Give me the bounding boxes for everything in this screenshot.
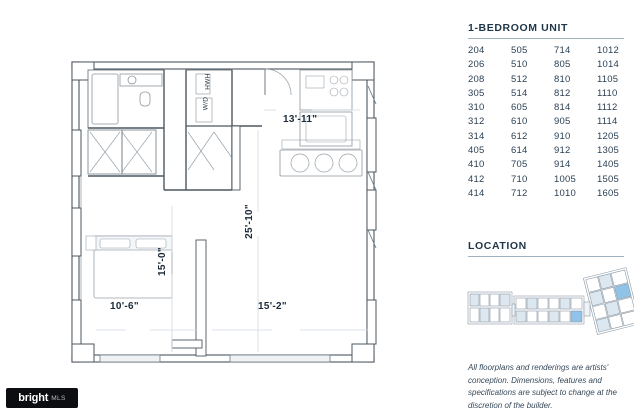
unit-number: 1005 — [554, 173, 576, 185]
unit-type-title: 1-BEDROOM UNIT — [468, 22, 568, 34]
unit-number: 1114 — [597, 116, 618, 128]
unit-number: 414 — [468, 187, 485, 199]
unit-number: 412 — [468, 173, 485, 185]
unit-number: 310 — [468, 102, 485, 114]
unit-number: 1014 — [597, 59, 619, 71]
unit-number: 1305 — [597, 145, 619, 157]
unit-number: 910 — [554, 130, 571, 142]
unit-number: 712 — [511, 187, 528, 199]
unit-number: 314 — [468, 130, 485, 142]
unit-number: 512 — [511, 73, 528, 85]
unit-number: 914 — [554, 159, 571, 171]
unit-number: 705 — [511, 159, 528, 171]
unit-number: 605 — [511, 102, 528, 114]
unit-number: 510 — [511, 59, 528, 71]
unit-number: 208 — [468, 73, 485, 85]
unit-number: 812 — [554, 87, 571, 99]
unit-number: 614 — [511, 145, 528, 157]
unit-number: 1205 — [597, 130, 619, 142]
unit-number: 810 — [554, 73, 571, 85]
unit-number: 405 — [468, 145, 485, 157]
unit-number: 1010 — [554, 187, 576, 199]
room-label-water-heater: HWH — [204, 73, 212, 90]
unit-number: 805 — [554, 59, 571, 71]
unit-number: 612 — [511, 130, 528, 142]
divider-top — [468, 38, 624, 39]
unit-number: 1110 — [597, 87, 618, 99]
room-label-washer-dryer: W/D — [202, 96, 210, 111]
unit-number: 505 — [511, 45, 528, 56]
unit-number: 1605 — [597, 187, 619, 199]
unit-number-grid — [468, 44, 634, 201]
unit-number: 814 — [554, 102, 571, 114]
unit-number: 1105 — [597, 73, 619, 85]
unit-number: 514 — [511, 87, 528, 99]
unit-number: 1012 — [597, 45, 619, 56]
location-title: LOCATION — [468, 240, 527, 252]
logo-secondary-text: MLS — [51, 394, 66, 402]
unit-number: 410 — [468, 159, 485, 171]
dimension-label: 15'-2" — [258, 301, 287, 312]
logo-primary-text: bright — [18, 392, 49, 404]
unit-number: 710 — [511, 173, 528, 185]
unit-number: 714 — [554, 45, 571, 56]
unit-number: 206 — [468, 59, 485, 71]
dimension-label: 15'-0" — [156, 247, 168, 276]
location-key-map — [466, 262, 634, 342]
unit-number: 610 — [511, 116, 528, 128]
unit-number: 905 — [554, 116, 571, 128]
unit-number: 312 — [468, 116, 485, 128]
unit-number: 1405 — [597, 159, 619, 171]
unit-number: 305 — [468, 87, 485, 99]
unit-number: 912 — [554, 145, 571, 157]
divider-location — [468, 256, 624, 257]
dimension-label: 25'-10" — [243, 204, 255, 239]
unit-number: 204 — [468, 45, 485, 56]
dimension-label: 13'-11" — [283, 114, 318, 125]
disclaimer-text: All floorplans and renderings are artists' conception. Dimensions, features and specifications are subject to change at the discretion of the builder. — [468, 363, 617, 410]
info-panel — [452, 0, 640, 414]
brightmls-logo — [6, 388, 78, 408]
unit-number: 1505 — [597, 173, 619, 185]
dimension-label: 10'-6" — [110, 301, 139, 312]
unit-number: 1112 — [597, 102, 618, 114]
